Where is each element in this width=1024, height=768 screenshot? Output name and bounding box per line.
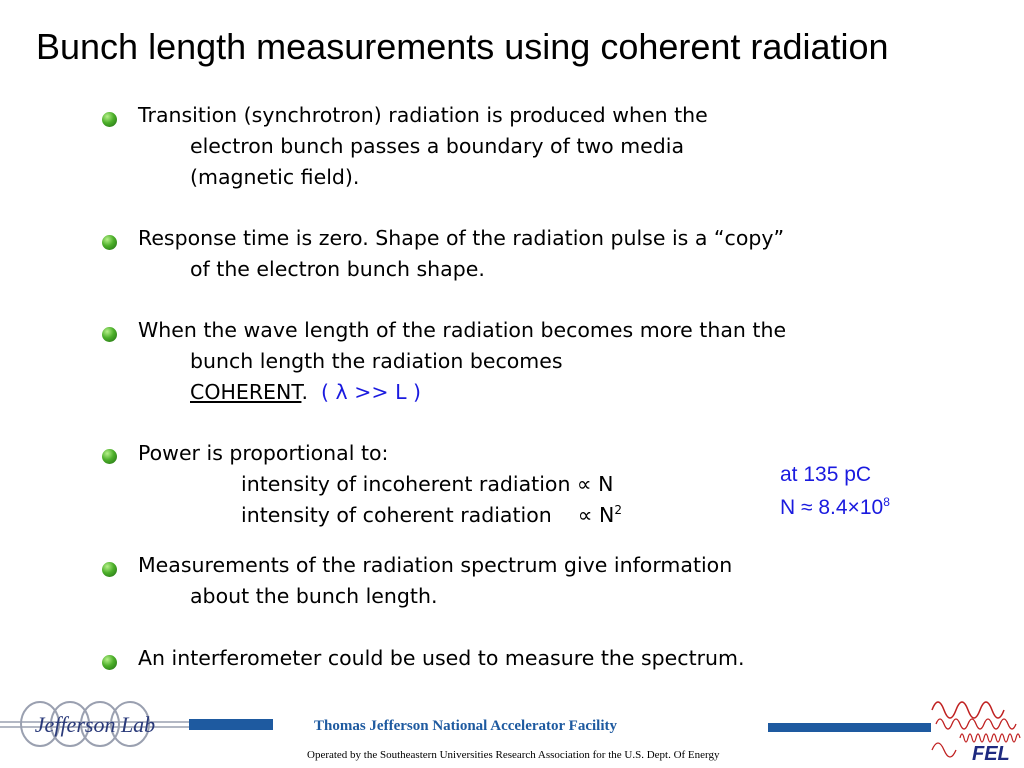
coherent-term: COHERENT bbox=[190, 380, 302, 404]
bullet-1-line-2: electron bunch passes a boundary of two media bbox=[190, 134, 685, 158]
coherent-intensity bbox=[241, 505, 622, 526]
footer-title: Thomas Jefferson National Accelerator Facility bbox=[314, 718, 617, 734]
bullet-3-line-1: When the wave length of the radiation becomes more than the bbox=[138, 318, 787, 342]
bullet-3-line-3 bbox=[190, 382, 421, 403]
fel-logo-text: FEL bbox=[972, 743, 1010, 765]
bullet-4-line-1: Power is proportional to: bbox=[138, 441, 389, 465]
jefferson-lab-logo bbox=[0, 700, 190, 758]
bullet-icon bbox=[102, 655, 117, 670]
n-value-exponent: 8 bbox=[883, 495, 890, 509]
coherent-period: . bbox=[301, 380, 308, 404]
footer-bar-right bbox=[768, 723, 931, 732]
footer-bar-left bbox=[189, 719, 273, 730]
bullet-1-line-3: (magnetic field). bbox=[190, 165, 360, 189]
bullet-icon bbox=[102, 562, 117, 577]
n-value-text: N ≈ 8.4×10 bbox=[780, 496, 884, 519]
coherent-exponent: 2 bbox=[614, 503, 622, 518]
bullet-1-line-1: Transition (synchrotron) radiation is produced when the bbox=[138, 103, 708, 127]
coherent-intensity-text: intensity of coherent radiation bbox=[241, 503, 552, 527]
bullet-6-line-1: An interferometer could be used to measure the spectrum. bbox=[138, 646, 745, 670]
bullet-2-line-2: of the electron bunch shape. bbox=[190, 257, 485, 281]
bullet-5-line-2: about the bunch length. bbox=[190, 584, 438, 608]
coherence-condition: ( λ >> L ) bbox=[321, 380, 421, 404]
bullet-5-line-1: Measurements of the radiation spectrum give information bbox=[138, 553, 733, 577]
footer-subtitle: Operated by the Southeastern Universities Research Association for the U.S. Dept. Of Energy bbox=[307, 749, 720, 761]
bullet-icon bbox=[102, 327, 117, 342]
jefferson-lab-logo-text: Jefferson Lab bbox=[34, 712, 156, 737]
incoherent-intensity: intensity of incoherent radiation ∝ N bbox=[241, 472, 614, 496]
bullet-2-line-1: Response time is zero. Shape of the radiation pulse is a “copy” bbox=[138, 226, 785, 250]
coherent-proportionality: ∝ N bbox=[577, 503, 615, 527]
bullet-icon bbox=[102, 449, 117, 464]
charge-note: at 135 pC bbox=[780, 463, 872, 486]
bullet-3-line-2: bunch length the radiation becomes bbox=[190, 349, 563, 373]
fel-logo bbox=[930, 690, 1024, 768]
slide-title: Bunch length measurements using coherent radiation bbox=[36, 26, 889, 67]
n-value-note bbox=[780, 497, 890, 518]
bullet-icon bbox=[102, 112, 117, 127]
bullet-icon bbox=[102, 235, 117, 250]
